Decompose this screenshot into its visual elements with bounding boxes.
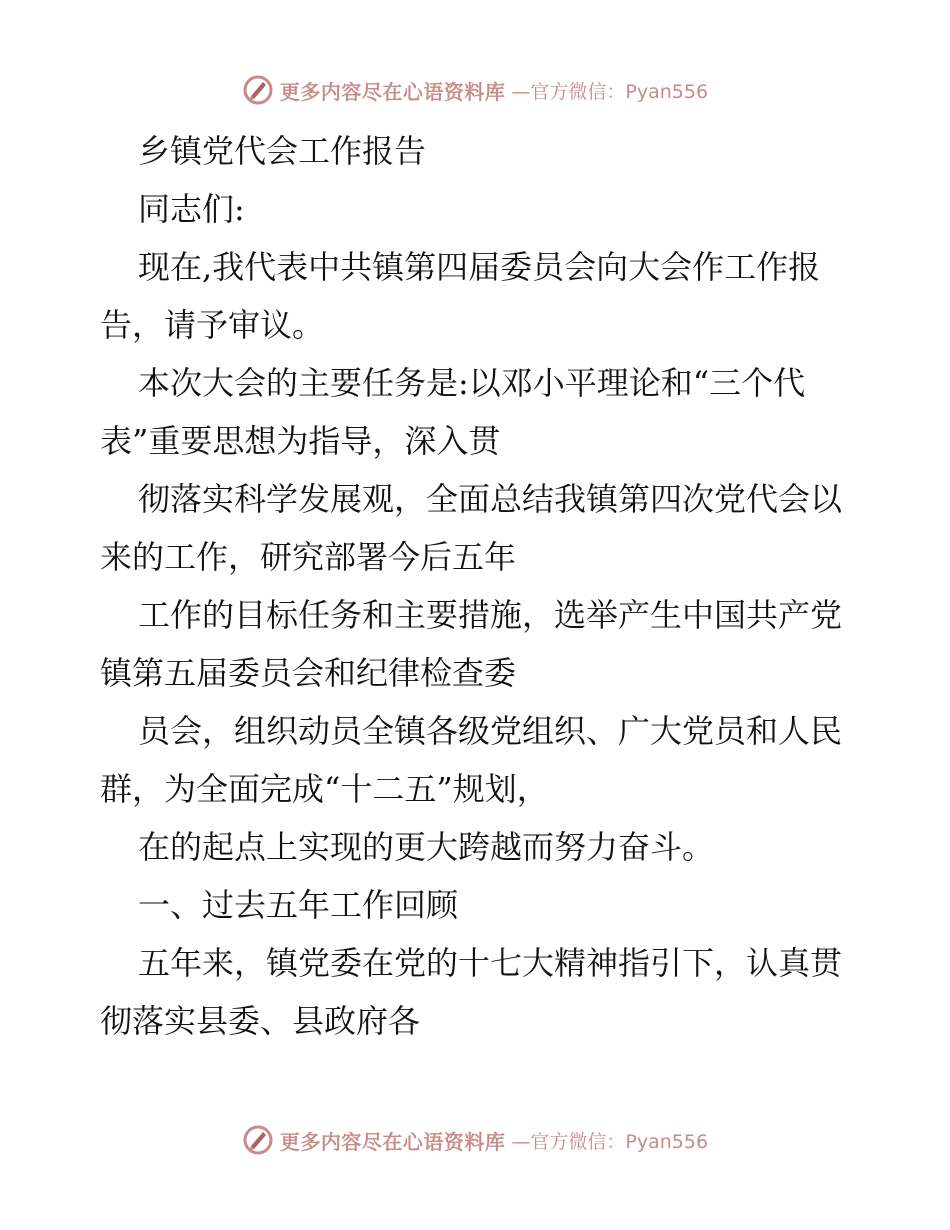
paragraph: 现在,我代表中共镇第四届委员会向大会作工作报告，请予审议。	[100, 248, 821, 344]
pen-logo-icon	[242, 74, 274, 106]
footer-watermark	[0, 1120, 950, 1160]
watermark-text: 更多内容尽在心语资料库	[279, 79, 506, 104]
paragraph: 五年来，镇党委在党的十七大精神指引下，认真贯彻落实县委、县政府各	[100, 944, 843, 1040]
watermark-contact: —官方微信：Pyan556	[511, 1130, 709, 1153]
document-body	[100, 122, 860, 1050]
paragraph: 在的起点上实现的更大跨越而努力奋斗。	[138, 828, 715, 866]
paragraph: 彻落实科学发展观，全面总结我镇第四次党代会以来的工作，研究部署今后五年	[100, 480, 843, 576]
watermark-text: 更多内容尽在心语资料库	[279, 1129, 506, 1154]
header-watermark	[0, 70, 950, 110]
document-title: 乡镇党代会工作报告	[138, 132, 427, 170]
section-heading: 一、过去五年工作回顾	[138, 886, 459, 924]
pen-logo-icon	[242, 1124, 274, 1156]
paragraph: 本次大会的主要任务是:以邓小平理论和“三个代表”重要思想为指导，深入贯	[100, 364, 806, 460]
watermark-contact: —官方微信：Pyan556	[511, 80, 709, 103]
salutation: 同志们:	[138, 190, 245, 228]
paragraph: 员会，组织动员全镇各级党组织、广大党员和人民群，为全面完成“十二五”规划，	[100, 712, 843, 808]
paragraph: 工作的目标任务和主要措施，选举产生中国共产党镇第五届委员会和纪律检查委	[100, 596, 843, 692]
